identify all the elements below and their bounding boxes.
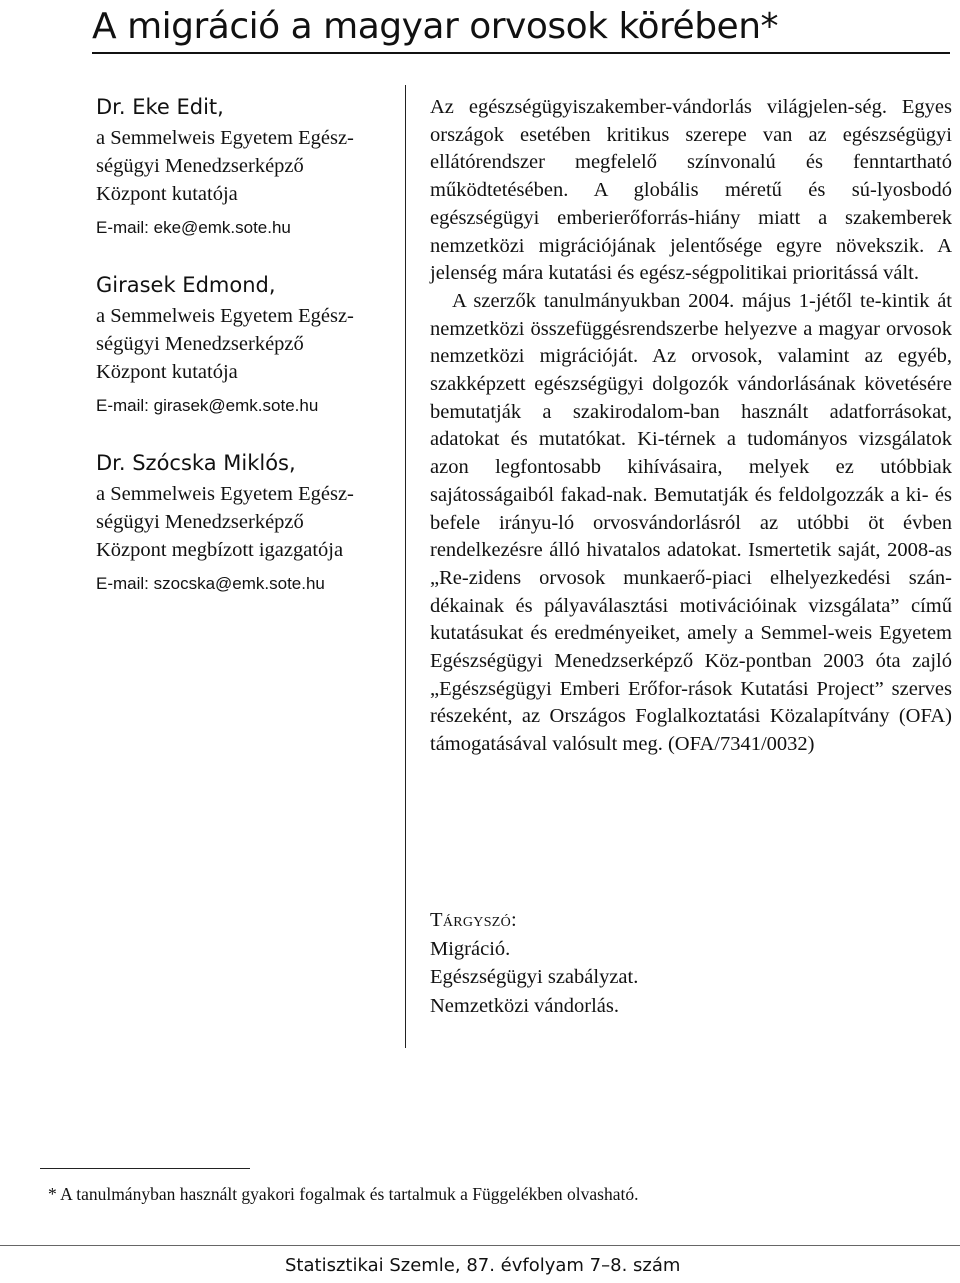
author-affiliation: a Semmelweis Egyetem Egész- ségügyi Menedzserképző Központ kutatója [96,127,354,205]
journal-footer: Statisztikai Szemle, 87. évfolyam 7–8. szám [285,1255,681,1276]
column-divider [405,85,406,1048]
article-title: A migráció a magyar orvosok körében* [92,6,779,47]
author-name: Dr. Szócska Miklós, [96,451,296,475]
author-name: Dr. Eke Edit, [96,95,224,119]
abstract [430,94,952,759]
author-column [96,92,401,626]
keywords-label: Tárgyszó: [430,909,518,931]
author-affiliation: a Semmelweis Egyetem Egész- ségügyi Menedzserképző Központ megbízott igazgatója [96,483,354,561]
author-email: E-mail: girasek@emk.sote.hu [96,396,319,415]
author-block [96,92,401,239]
author-email: E-mail: szocska@emk.sote.hu [96,574,325,593]
keyword-item: Egészségügyi szabályzat. [430,966,639,988]
keywords [430,906,930,1020]
abstract-paragraph: Az egészségügyiszakember-vándorlás világjelen-ség. Egyes országok esetében kritikus szerepe van az egészségügyi ellátórendszer megfelelő színvonalú és fenntartható működtetésében. A globális méretű és sú-lyosbodó egészségügyi emberierőforrás-hiány miatt a szakemberek nemzetközi migrációjának jelentősége egyre növekszik. A jelenség mára kutatási és egész-ségpolitikai prioritássá vált. [430,96,952,285]
author-affiliation: a Semmelweis Egyetem Egész- ségügyi Menedzserképző Központ kutatója [96,305,354,383]
keyword-item: Migráció. [430,937,511,960]
author-block [96,448,401,595]
footer-rule [0,1245,960,1246]
abstract-paragraph: A szerzők tanulmányukban 2004. május 1-jétől te-kintik át nemzetközi összefüggésrendszerbe helyezve a magyar orvosok nemzetközi migrációját. Az orvosok, valamint az egyéb, szakképzett egészségügyi dolgozók vándorlásának követésére bemutatják a szakirodalom-ban használt adatforrásokat, adatokat és mutatókat. Ki-térnek a tudományos vizsgálatok azon legfontosabb kihívásaira, melyek ez utóbbiak sajátosságaiból fakad-nak. Bemutatják és feldolgozzák a ki- és befele irányu-ló orvosvándorlásról az utóbbi öt évben rendelkezésre álló hivatalos adatokat. Ismertetik saját, 2008-as „Re-zidens orvosok munkaerő-piaci elhelyezkedési szán-dékainak és pályaválasztási motivációinak vizsgálata” című kutatásukat és eredményeiket, amely a Semmel-weis Egyetem Egészségügyi Menedzserképző Köz-pontban 2003 óta zajló „Egészségügyi Emberi Erőfor-rások Kutatási Project” szerves részeként, az Országos Foglalkoztatási Közalapítvány (OFA) támogatásával valósult meg. (OFA/7341/0032) [430,289,952,756]
author-name: Girasek Edmond, [96,273,276,297]
footnote-rule [40,1168,250,1169]
title-rule [92,52,950,54]
author-block [96,270,401,417]
author-email: E-mail: eke@emk.sote.hu [96,218,291,237]
keyword-item: Nemzetközi vándorlás. [430,994,619,1017]
footnote: * A tanulmányban használt gyakori fogalmak és tartalmuk a Függelékben olvasható. [48,1184,639,1204]
